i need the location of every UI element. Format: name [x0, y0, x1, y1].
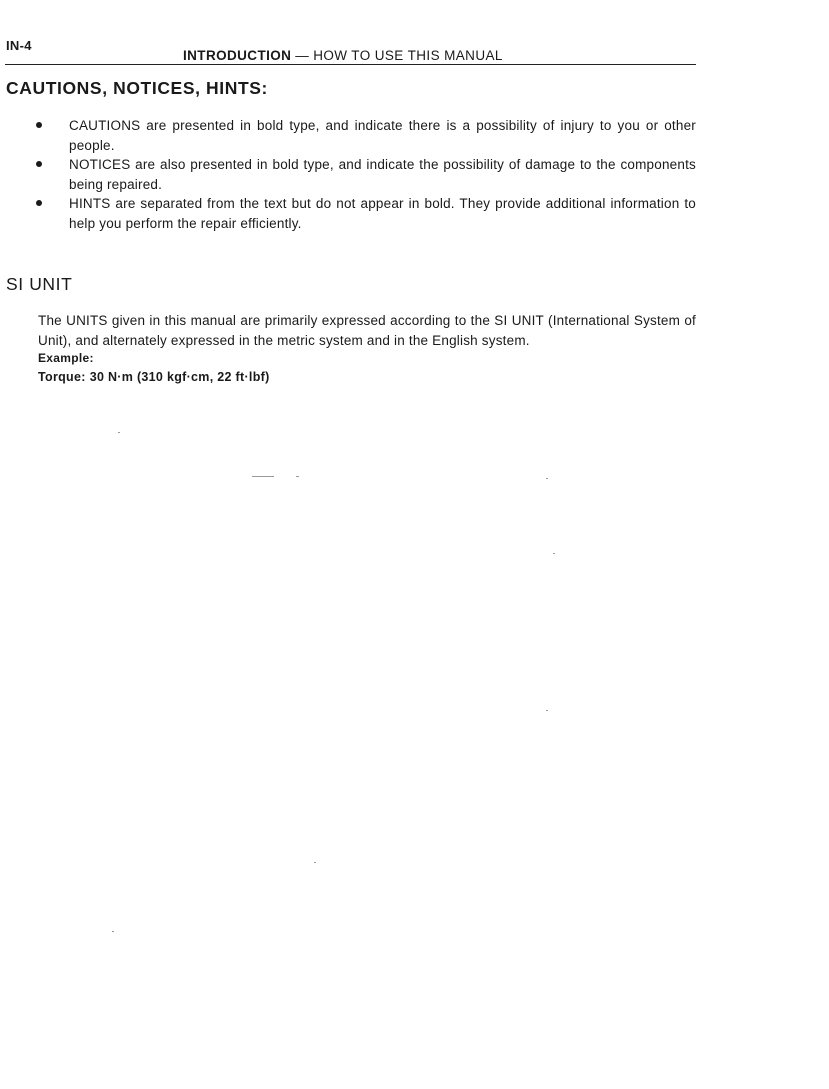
scan-speck	[112, 931, 114, 932]
header-rule	[5, 64, 696, 65]
cautions-heading: CAUTIONS, NOTICES, HINTS:	[6, 78, 268, 98]
si-unit-heading: SI UNIT	[6, 274, 73, 294]
example-label: Example:	[38, 351, 94, 365]
section-name: HOW TO USE THIS MANUAL	[313, 48, 503, 63]
page-number: IN-4	[6, 38, 32, 53]
list-item-text: NOTICES are also presented in bold type, and indicate the possibility of damage to the components being repaired.	[69, 157, 696, 192]
scan-speck	[314, 862, 316, 863]
list-item-text: CAUTIONS are presented in bold type, and indicate there is a possibility of injury to you or other people.	[69, 118, 696, 153]
scan-speck	[118, 432, 120, 433]
si-unit-paragraph: The UNITS given in this manual are primarily expressed according to the SI UNIT (International System of Unit), and alternately expressed in the metric system and in the English system.	[38, 313, 696, 348]
scan-speck	[296, 476, 299, 477]
scan-speck	[546, 478, 548, 479]
bullet-icon	[36, 200, 42, 206]
header-separator: —	[295, 48, 310, 63]
bullet-icon	[36, 122, 42, 128]
chapter-title: INTRODUCTION	[183, 48, 292, 63]
scan-speck	[252, 476, 274, 477]
list-item-text: HINTS are separated from the text but do not appear in bold. They provide additional information to help you perform the repair efficiently.	[69, 196, 696, 231]
scan-speck	[553, 553, 555, 554]
running-header	[183, 48, 503, 63]
torque-example	[38, 370, 270, 384]
scan-speck	[546, 710, 548, 711]
torque-value: 30 N·m (310 kgf·cm, 22 ft·lbf)	[89, 370, 270, 384]
bullet-icon	[36, 161, 42, 167]
torque-label: Torque:	[38, 370, 86, 384]
